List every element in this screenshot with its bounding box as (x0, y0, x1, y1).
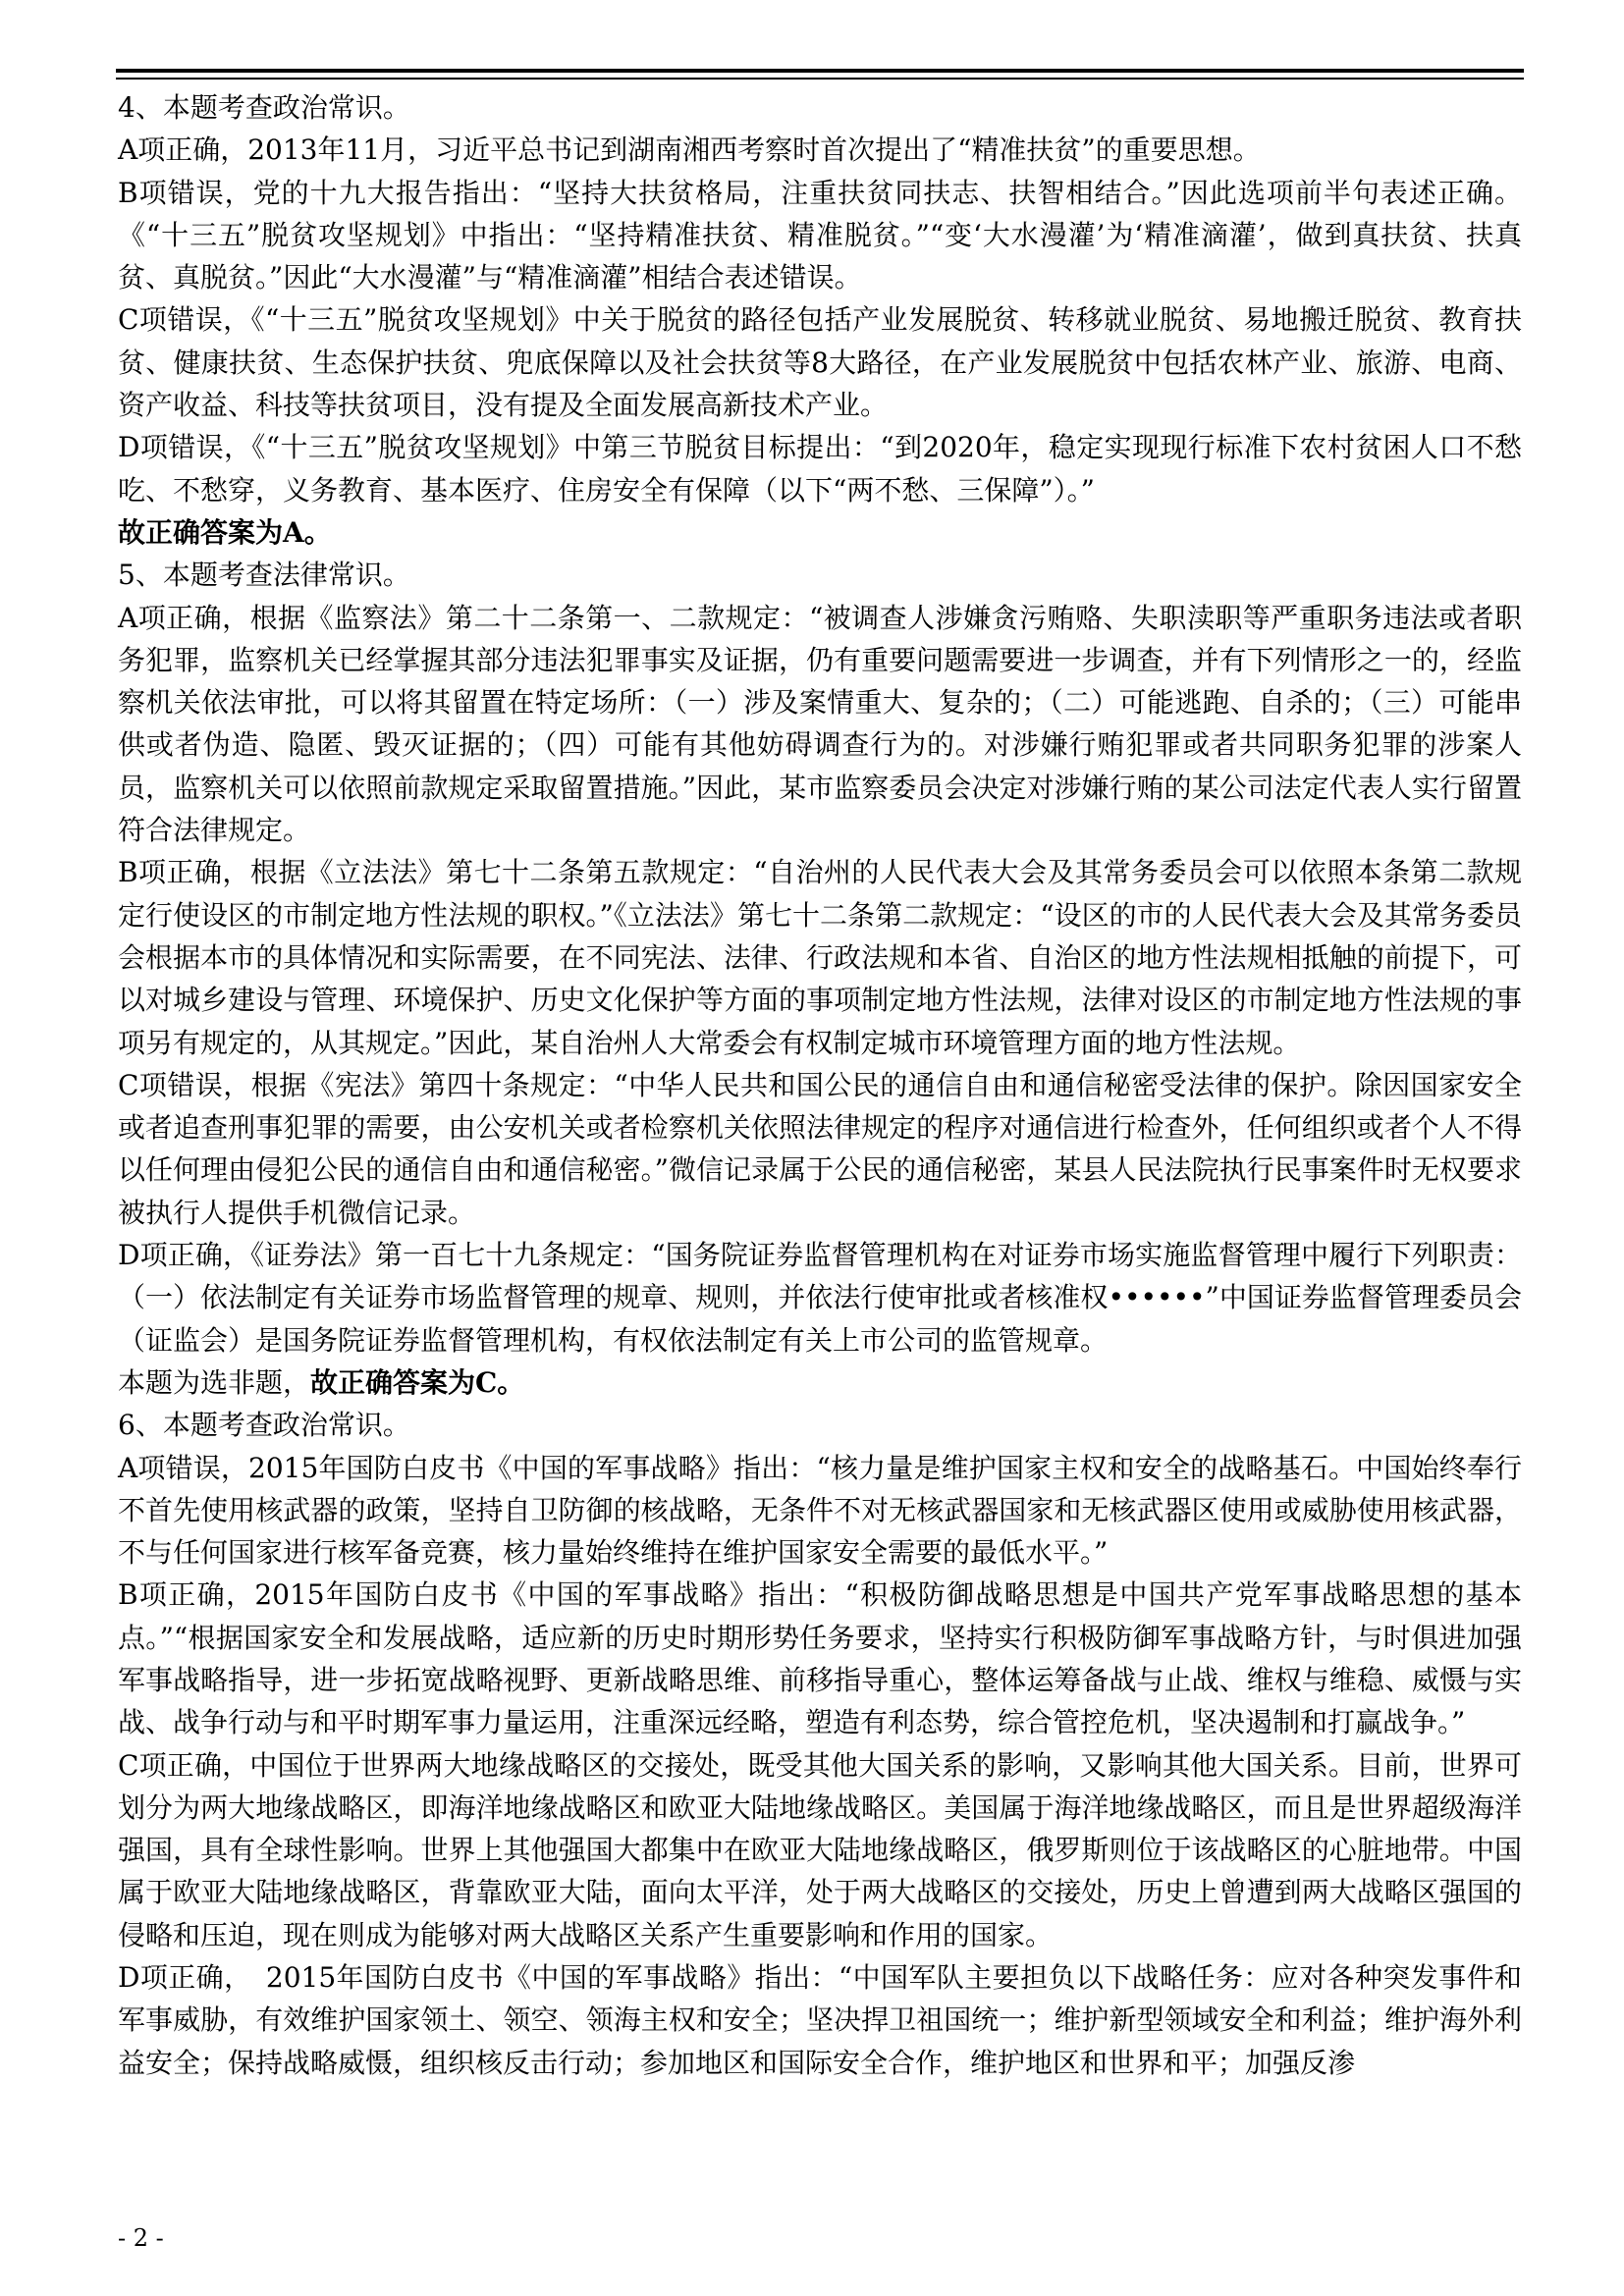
question-4-option-c: C项错误，《“十三五”脱贫攻坚规划》中关于脱贫的路径包括产业发展脱贫、转移就业脱贫、易地搬迁脱贫、教育扶贫、健康扶贫、生态保护扶贫、兜底保障以及社会扶贫等8大路径，在产业发展脱贫中包括农林产业、旅游、电商、资产收益、科技等扶贫项目，没有提及全面发展高新技术产业。 (118, 303, 1522, 422)
question-6-option-c: C项正确，中国位于世界两大地缘战略区的交接处，既受其他大国关系的影响，又影响其他大国关系。目前，世界可划分为两大地缘战略区，即海洋地缘战略区和欧亚大陆地缘战略区。美国属于海洋地缘战略区，而且是世界超级海洋强国，具有全球性影响。世界上其他强国大都集中在欧亚大陆地缘战略区，俄罗斯则位于该战略区的心脏地带。中国属于欧亚大陆地缘战略区，背靠欧亚大陆，面向太平洋，处于两大战略区的交接处，历史上曾遭到两大战略区强国的侵略和压迫，现在则成为能够对两大战略区关系产生重要影响和作用的国家。 (118, 1748, 1522, 1951)
question-6-option-d: D项正确， 2015年国防白皮书《中国的军事战略》指出：“中国军队主要担负以下战略任务：应对各种突发事件和军事威胁，有效维护国家领土、领空、领海主权和安全；坚决捍卫祖国统一；维护新型领域安全和利益；维护海外利益安全；保持战略威慑，组织核反击行动；参加地区和国际安全合作，维护地区和世界和平；加强反渗 (118, 1961, 1522, 2079)
question-4-option-d: D项错误，《“十三五”脱贫攻坚规划》中第三节脱贫目标提出：“到2020年，稳定实现现行标准下农村贫困人口不愁吃、不愁穿，义务教育、基本医疗、住房安全有保障（以下“两不愁、三保障”）。” (118, 431, 1522, 507)
question-5-answer: 故正确答案为C。 (310, 1365, 525, 1399)
question-4-heading: 4、本题考查政治常识。 (118, 91, 410, 124)
question-6-option-b: B项正确，2015年国防白皮书《中国的军事战略》指出：“积极防御战略思想是中国共产党军事战略思想的基本点。”“根据国家安全和发展战略，适应新的历史时期形势任务要求，坚持实行积极防御军事战略方针，与时俱进加强军事战略指导，进一步拓宽战略视野、更新战略思维、前移指导重心，整体运筹备战与止战、维权与维稳、威慑与实战、战争行动与和平时期军事力量运用，注重深远经略，塑造有利态势，综合管控危机，坚决遏制和打赢战争。” (118, 1578, 1522, 1739)
question-5-option-c: C项错误，根据《宪法》第四十条规定：“中华人民共和国公民的通信自由和通信秘密受法律的保护。除因国家安全或者追查刑事犯罪的需要，由公安机关或者检察机关依照法律规定的程序对通信进行检查外，任何组织或者个人不得以任何理由侵犯公民的通信自由和通信秘密。”微信记录属于公民的通信秘密，某县人民法院执行民事案件时无权要求被执行人提供手机微信记录。 (118, 1068, 1522, 1229)
header-rule-thin (116, 78, 1524, 80)
document-body (118, 86, 1522, 2084)
question-5-option-d: D项正确，《证券法》第一百七十九条规定：“国务院证券监督管理机构在对证券市场实施监督管理中履行下列职责：（一）依法制定有关证券市场监督管理的规章、规则，并依法行使审批或者核准权••••••”中国证券监督管理委员会（证监会）是国务院证券监督管理机构，有权依法制定有关上市公司的监管规章。 (118, 1239, 1522, 1357)
question-5-answer-line (118, 1362, 1522, 1404)
question-4-answer: 故正确答案为A。 (118, 515, 332, 549)
question-5-option-b: B项正确，根据《立法法》第七十二条第五款规定：“自治州的人民代表大会及其常务委员会可以依照本条第二款规定行使设区的市制定地方性法规的职权。”《立法法》第七十二条第二款规定：“设区的市的人民代表大会及其常务委员会根据本市的具体情况和实际需要，在不同宪法、法律、行政法规和本省、自治区的地方性法规相抵触的前提下，可以对城乡建设与管理、环境保护、历史文化保护等方面的事项制定地方性法规，法律对设区的市制定地方性法规的事项另有规定的，从其规定。”因此，某自治州人大常委会有权制定城市环境管理方面的地方性法规。 (118, 856, 1522, 1059)
question-4-option-a: A项正确，2013年11月，习近平总书记到湖南湘西考察时首次提出了“精准扶贫”的重要思想。 (118, 133, 1261, 167)
question-5-heading: 5、本题考查法律常识。 (118, 559, 410, 592)
question-5-answer-prefix: 本题为选非题， (118, 1365, 311, 1399)
question-6-heading: 6、本题考查政治常识。 (118, 1409, 410, 1442)
question-5-option-a: A项正确，根据《监察法》第二十二条第一、二款规定：“被调查人涉嫌贪污贿赂、失职渎职等严重职务违法或者职务犯罪，监察机关已经掌握其部分违法犯罪事实及证据，仍有重要问题需要进一步调查，并有下列情形之一的，经监察机关依法审批，可以将其留置在特定场所：（一）涉及案情重大、复杂的；（二）可能逃跑、自杀的；（三）可能串供或者伪造、隐匿、毁灭证据的；（四）可能有其他妨碍调查行为的。对涉嫌行贿犯罪或者共同职务犯罪的涉案人员，监察机关可以依照前款规定采取留置措施。”因此，某市监察委员会决定对涉嫌行贿的某公司法定代表人实行留置符合法律规定。 (118, 601, 1522, 847)
header-rule-thick (116, 69, 1524, 73)
question-4-option-b: B项错误，党的十九大报告指出：“坚持大扶贫格局，注重扶贫同扶志、扶智相结合。”因此选项前半句表述正确。《“十三五”脱贫攻坚规划》中指出：“坚持精准扶贫、精准脱贫。”“变‘大水漫灌’为‘精准滴灌’，做到真扶贫、扶真贫、真脱贫。”因此“大水漫灌”与“精准滴灌”相结合表述错误。 (118, 176, 1522, 294)
question-6-option-a: A项错误，2015年国防白皮书《中国的军事战略》指出：“核力量是维护国家主权和安全的战略基石。中国始终奉行不首先使用核武器的政策，坚持自卫防御的核战略，无条件不对无核武器国家和无核武器区使用或威胁使用核武器，不与任何国家进行核军备竞赛，核力量始终维持在维护国家安全需要的最低水平。” (118, 1451, 1522, 1570)
page-number: - 2 - (118, 2224, 164, 2252)
